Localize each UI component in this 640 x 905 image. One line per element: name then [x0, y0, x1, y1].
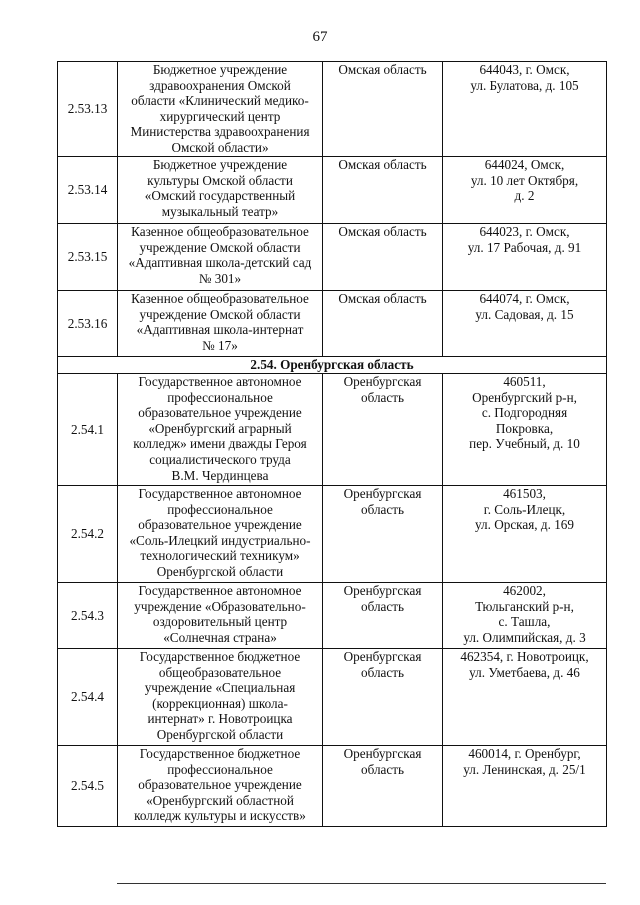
- cell-text-line: учреждение Омской области: [139, 239, 301, 255]
- cell-text-line: В.М. Чердинцева: [171, 467, 269, 483]
- table-row: [58, 291, 607, 357]
- cell-text-line: Покровка,: [495, 420, 554, 436]
- cell-text-line: образовательное учреждение: [138, 405, 302, 421]
- region-cell: [323, 486, 443, 583]
- region-cell: [323, 291, 443, 357]
- cell-text-line: «Адаптивная школа-интернат: [136, 322, 304, 338]
- cell-text-line: оздоровительный центр: [152, 614, 288, 630]
- address-cell: [443, 62, 607, 157]
- institution-name-cell: [118, 486, 323, 583]
- cell-text-line: Государственное бюджетное: [139, 746, 301, 761]
- cell-text-line: учреждение Омской области: [139, 306, 301, 322]
- table-row: [58, 583, 607, 649]
- institution-name-cell: [118, 291, 323, 357]
- cell-text-line: 461503,: [503, 486, 546, 501]
- cell-text-line: Казенное общеобразовательное: [131, 291, 309, 306]
- cell-text-line: Оренбургский р-н,: [472, 389, 577, 405]
- cell-text-line: № 301»: [198, 270, 242, 286]
- cell-text-line: Оренбургской области: [156, 726, 284, 742]
- address-cell: [443, 157, 607, 224]
- cell-text-line: Оренбургская: [343, 649, 422, 664]
- cell-text-line: Омская область: [338, 157, 427, 172]
- cell-text-line: (коррекционная) школа-: [152, 695, 288, 711]
- cell-text-line: ул. Орская, д. 169: [475, 517, 574, 533]
- row-number: 2.54.3: [58, 583, 118, 649]
- cell-text-line: 644043, г. Омск,: [479, 62, 570, 77]
- cell-text-line: Бюджетное учреждение: [152, 62, 288, 77]
- cell-text-line: интернат» г. Новотроицка: [147, 711, 293, 727]
- region-cell: [323, 157, 443, 224]
- row-number: 2.54.1: [58, 374, 118, 486]
- table-row: [58, 157, 607, 224]
- cell-text-line: ул. 10 лет Октября,: [470, 172, 579, 188]
- cell-text-line: 644074, г. Омск,: [479, 291, 570, 306]
- cell-text-line: профессиональное: [167, 501, 273, 517]
- cell-text-line: «Соль-Илецкий индустриально-: [129, 532, 311, 548]
- institutions-table: [57, 61, 607, 827]
- cell-text-line: область: [360, 389, 405, 405]
- cell-text-line: Государственное автономное: [138, 486, 302, 501]
- institution-name-cell: [118, 157, 323, 224]
- institution-name-cell: [118, 649, 323, 746]
- cell-text-line: 460511,: [503, 374, 546, 389]
- institution-name-cell: [118, 62, 323, 157]
- row-number: 2.53.14: [58, 157, 118, 224]
- cell-text-line: Оренбургской области: [156, 563, 284, 579]
- institution-name-cell: [118, 583, 323, 649]
- region-cell: [323, 224, 443, 291]
- cell-text-line: «Солнечная страна»: [163, 629, 277, 645]
- institution-name-cell: [118, 374, 323, 486]
- table-row: [58, 374, 607, 486]
- cell-text-line: Государственное бюджетное: [139, 649, 301, 664]
- cell-text-line: «Оренбургский аграрный: [148, 420, 292, 436]
- cell-text-line: Государственное автономное: [138, 374, 302, 389]
- cell-text-line: Государственное автономное: [138, 583, 302, 598]
- cell-text-line: область: [360, 664, 405, 680]
- cell-text-line: 644023, г. Омск,: [479, 224, 570, 239]
- cell-text-line: учреждение «Образовательно-: [134, 598, 306, 614]
- row-number: 2.54.2: [58, 486, 118, 583]
- cell-text-line: «Омский государственный: [144, 188, 296, 204]
- cell-text-line: № 17»: [202, 337, 238, 353]
- table-row: [58, 746, 607, 827]
- cell-text-line: «Оренбургский областной: [146, 792, 294, 808]
- cell-text-line: социалистического труда: [149, 451, 291, 467]
- section-title: 2.54. Оренбургская область: [58, 357, 607, 374]
- cell-text-line: «Адаптивная школа-детский сад: [128, 255, 312, 271]
- cell-text-line: технологический техникум»: [140, 548, 300, 564]
- cell-text-line: с. Подгородняя: [481, 405, 568, 421]
- address-cell: [443, 583, 607, 649]
- row-number: 2.53.15: [58, 224, 118, 291]
- section-header-row: [58, 357, 607, 374]
- footer-rule: [117, 883, 606, 884]
- region-cell: [323, 649, 443, 746]
- cell-text-line: профессиональное: [167, 761, 273, 777]
- page-number: 67: [312, 29, 328, 45]
- table-row: [58, 224, 607, 291]
- cell-text-line: область: [360, 501, 405, 517]
- cell-text-line: здравоохранения Омской: [149, 77, 291, 93]
- cell-text-line: Оренбургская: [343, 746, 422, 761]
- cell-text-line: профессиональное: [167, 389, 273, 405]
- region-cell: [323, 374, 443, 486]
- row-number: 2.54.5: [58, 746, 118, 827]
- cell-text-line: д. 2: [514, 188, 535, 204]
- address-cell: [443, 224, 607, 291]
- cell-text-line: ул. 17 Рабочая, д. 91: [467, 239, 582, 255]
- cell-text-line: Оренбургская: [343, 374, 422, 389]
- cell-text-line: колледж культуры и искусств»: [134, 808, 306, 824]
- address-cell: [443, 486, 607, 583]
- cell-text-line: Омской области»: [171, 139, 269, 155]
- cell-text-line: Оренбургская: [343, 583, 422, 598]
- address-cell: [443, 649, 607, 746]
- cell-text-line: Тюльганский р-н,: [475, 598, 574, 614]
- cell-text-line: образовательное учреждение: [138, 517, 302, 533]
- cell-text-line: область: [360, 761, 405, 777]
- address-cell: [443, 374, 607, 486]
- cell-text-line: образовательное учреждение: [138, 777, 302, 793]
- table-row: [58, 649, 607, 746]
- table-row: [58, 486, 607, 583]
- cell-text-line: 460014, г. Оренбург,: [468, 746, 581, 761]
- region-cell: [323, 583, 443, 649]
- cell-text-line: с. Ташла,: [498, 614, 551, 630]
- cell-text-line: колледж» имени дважды Героя: [133, 436, 307, 452]
- cell-text-line: ул. Ленинская, д. 25/1: [463, 761, 586, 777]
- cell-text-line: Омская область: [338, 62, 427, 77]
- cell-text-line: ул. Олимпийская, д. 3: [463, 629, 586, 645]
- row-number: 2.53.16: [58, 291, 118, 357]
- cell-text-line: 462354, г. Новотроицк,: [460, 649, 589, 664]
- cell-text-line: 462002,: [503, 583, 546, 598]
- row-number: 2.53.13: [58, 62, 118, 157]
- table-body: [58, 62, 607, 827]
- address-cell: [443, 746, 607, 827]
- cell-text-line: музыкальный театр»: [161, 203, 279, 219]
- cell-text-line: Министерства здравоохранения: [130, 124, 310, 140]
- table-row: [58, 62, 607, 157]
- cell-text-line: ул. Садовая, д. 15: [475, 306, 574, 322]
- row-number: 2.54.4: [58, 649, 118, 746]
- cell-text-line: г. Соль-Илецк,: [483, 501, 566, 517]
- institution-name-cell: [118, 224, 323, 291]
- region-cell: [323, 746, 443, 827]
- address-cell: [443, 291, 607, 357]
- cell-text-line: пер. Учебный, д. 10: [469, 436, 580, 452]
- cell-text-line: общеобразовательное: [158, 664, 282, 680]
- cell-text-line: ул. Булатова, д. 105: [470, 77, 579, 93]
- cell-text-line: Оренбургская: [343, 486, 422, 501]
- cell-text-line: ул. Уметбаева, д. 46: [469, 664, 580, 680]
- cell-text-line: область: [360, 598, 405, 614]
- cell-text-line: культуры Омской области: [147, 172, 293, 188]
- cell-text-line: области «Клинический медико-: [131, 93, 309, 109]
- cell-text-line: хирургический центр: [159, 108, 281, 124]
- cell-text-line: Бюджетное учреждение: [152, 157, 288, 172]
- cell-text-line: Казенное общеобразовательное: [131, 224, 309, 239]
- cell-text-line: учреждение «Специальная: [144, 680, 296, 696]
- region-cell: [323, 62, 443, 157]
- cell-text-line: Омская область: [338, 224, 427, 239]
- cell-text-line: Омская область: [338, 291, 427, 306]
- cell-text-line: 644024, Омск,: [484, 157, 565, 172]
- institution-name-cell: [118, 746, 323, 827]
